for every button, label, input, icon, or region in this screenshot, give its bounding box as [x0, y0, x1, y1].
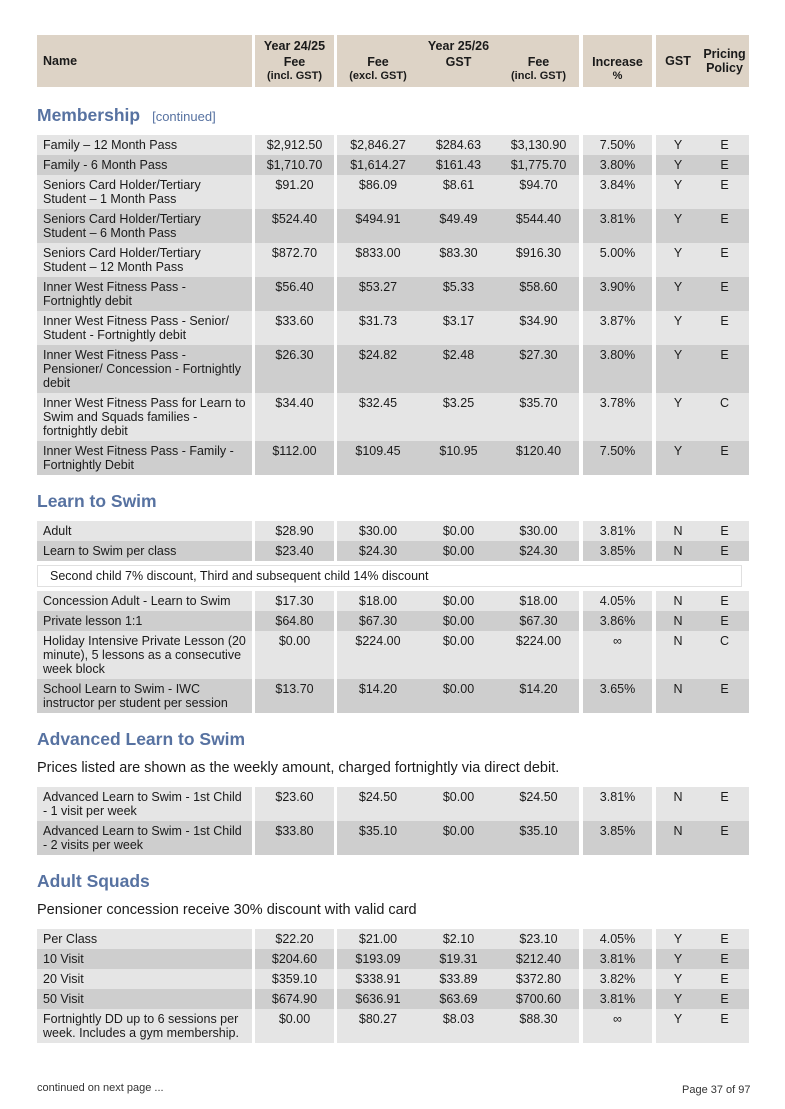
cell-increase: 3.86% — [583, 611, 652, 631]
cell-name: Fortnightly DD up to 6 sessions per week. Includes a gym membership. — [37, 1009, 252, 1043]
cell-gst-flag: N — [656, 521, 700, 541]
table-row — [37, 441, 749, 475]
section-title-learn-to-swim: Learn to Swim — [37, 491, 157, 511]
section-title-adult-squads: Adult Squads — [37, 871, 150, 891]
cell-fee-excl: $35.10 — [337, 821, 419, 855]
cell-gst: $2.10 — [419, 929, 498, 949]
cell-increase: 3.84% — [583, 175, 652, 209]
cell-gst-flag: Y — [656, 135, 700, 155]
cell-name: Concession Adult - Learn to Swim — [37, 591, 252, 611]
cell-name: School Learn to Swim - IWC instructor per student per session — [37, 679, 252, 713]
cell-fee-incl: $30.00 — [498, 521, 579, 541]
continued-footer: continued on next page ... — [37, 1082, 164, 1094]
cell-gst-flag: N — [656, 821, 700, 855]
page-number: Page 37 of 97 — [682, 1084, 751, 1096]
cell-fee-excl: $80.27 — [337, 1009, 419, 1043]
cell-fee-incl: $24.30 — [498, 541, 579, 561]
advanced-note: Prices listed are shown as the weekly amount, charged fortnightly via direct debit. — [37, 760, 560, 776]
cell-pricing-policy: E — [700, 345, 749, 393]
table-row — [37, 209, 749, 243]
cell-fee-prev: $23.40 — [255, 541, 334, 561]
cell-pricing-policy: E — [700, 277, 749, 311]
cell-fee-prev: $64.80 — [255, 611, 334, 631]
cell-fee-incl: $24.50 — [498, 787, 579, 821]
cell-fee-excl: $1,614.27 — [337, 155, 419, 175]
cell-fee-excl: $193.09 — [337, 949, 419, 969]
header-fee-prev: Year 24/25 Fee (incl. GST) — [255, 35, 334, 87]
cell-fee-incl: $18.00 — [498, 591, 579, 611]
cell-name: Inner West Fitness Pass - Senior/ Student - Fortnightly debit — [37, 311, 252, 345]
cell-fee-excl: $224.00 — [337, 631, 419, 679]
cell-pricing-policy: E — [700, 679, 749, 713]
adult-squads-note: Pensioner concession receive 30% discount with valid card — [37, 902, 417, 918]
cell-fee-excl: $833.00 — [337, 243, 419, 277]
sibling-discount-note: Second child 7% discount, Third and subsequent child 14% discount — [37, 565, 742, 587]
cell-gst: $0.00 — [419, 631, 498, 679]
cell-fee-excl: $338.91 — [337, 969, 419, 989]
cell-fee-incl: $120.40 — [498, 441, 579, 475]
cell-name: Inner West Fitness Pass - Fortnightly debit — [37, 277, 252, 311]
table-row — [37, 969, 749, 989]
cell-fee-incl: $3,130.90 — [498, 135, 579, 155]
cell-fee-incl: $58.60 — [498, 277, 579, 311]
cell-increase: 7.50% — [583, 441, 652, 475]
cell-fee-prev: $204.60 — [255, 949, 334, 969]
cell-fee-prev: $112.00 — [255, 441, 334, 475]
cell-name: 20 Visit — [37, 969, 252, 989]
cell-gst-flag: Y — [656, 155, 700, 175]
cell-fee-excl: $109.45 — [337, 441, 419, 475]
cell-increase: 3.78% — [583, 393, 652, 441]
advanced-table — [37, 787, 749, 855]
cell-fee-incl: $700.60 — [498, 989, 579, 1009]
cell-gst-flag: N — [656, 631, 700, 679]
cell-fee-incl: $23.10 — [498, 929, 579, 949]
cell-fee-incl: $67.30 — [498, 611, 579, 631]
cell-gst: $8.61 — [419, 175, 498, 209]
cell-gst: $33.89 — [419, 969, 498, 989]
cell-fee-prev: $56.40 — [255, 277, 334, 311]
table-row — [37, 591, 749, 611]
adult-squads-table — [37, 929, 749, 1043]
cell-increase: 3.80% — [583, 155, 652, 175]
cell-gst: $0.00 — [419, 821, 498, 855]
cell-gst-flag: Y — [656, 175, 700, 209]
cell-increase: ∞ — [583, 1009, 652, 1043]
table-row — [37, 949, 749, 969]
cell-fee-prev: $0.00 — [255, 1009, 334, 1043]
cell-name: Learn to Swim per class — [37, 541, 252, 561]
cell-increase: 3.87% — [583, 311, 652, 345]
cell-pricing-policy: C — [700, 393, 749, 441]
cell-pricing-policy: E — [700, 821, 749, 855]
cell-fee-prev: $0.00 — [255, 631, 334, 679]
cell-fee-excl: $67.30 — [337, 611, 419, 631]
cell-fee-incl: $27.30 — [498, 345, 579, 393]
cell-name: Seniors Card Holder/Tertiary Student – 1 Month Pass — [37, 175, 252, 209]
header-year-current-group — [337, 35, 579, 87]
header-pricing-policy: Pricing Policy — [700, 35, 749, 87]
cell-name: Advanced Learn to Swim - 1st Child - 1 visit per week — [37, 787, 252, 821]
cell-gst: $2.48 — [419, 345, 498, 393]
cell-fee-prev: $359.10 — [255, 969, 334, 989]
cell-gst-flag: Y — [656, 949, 700, 969]
cell-pricing-policy: E — [700, 591, 749, 611]
cell-pricing-policy: E — [700, 441, 749, 475]
table-header — [37, 35, 749, 87]
cell-name: Advanced Learn to Swim - 1st Child - 2 visits per week — [37, 821, 252, 855]
cell-fee-incl: $35.70 — [498, 393, 579, 441]
cell-fee-incl: $224.00 — [498, 631, 579, 679]
cell-gst: $63.69 — [419, 989, 498, 1009]
section-title-advanced-learn-to-swim: Advanced Learn to Swim — [37, 729, 246, 749]
table-row — [37, 277, 749, 311]
cell-fee-excl: $494.91 — [337, 209, 419, 243]
table-row — [37, 1009, 749, 1043]
cell-fee-prev: $33.80 — [255, 821, 334, 855]
table-row — [37, 135, 749, 155]
cell-gst-flag: Y — [656, 209, 700, 243]
cell-fee-excl: $24.82 — [337, 345, 419, 393]
cell-increase: ∞ — [583, 631, 652, 679]
cell-name: Private lesson 1:1 — [37, 611, 252, 631]
cell-gst-flag: Y — [656, 277, 700, 311]
cell-gst-flag: Y — [656, 393, 700, 441]
cell-increase: 3.80% — [583, 345, 652, 393]
cell-gst: $0.00 — [419, 679, 498, 713]
cell-name: Seniors Card Holder/Tertiary Student – 6 Month Pass — [37, 209, 252, 243]
cell-increase: 3.81% — [583, 949, 652, 969]
cell-gst: $3.17 — [419, 311, 498, 345]
cell-fee-prev: $33.60 — [255, 311, 334, 345]
learn-to-swim-table-a — [37, 521, 749, 561]
cell-pricing-policy: E — [700, 209, 749, 243]
cell-increase: 3.65% — [583, 679, 652, 713]
cell-fee-excl: $18.00 — [337, 591, 419, 611]
cell-fee-excl: $31.73 — [337, 311, 419, 345]
cell-pricing-policy: E — [700, 949, 749, 969]
cell-name: Inner West Fitness Pass - Pensioner/ Concession - Fortnightly debit — [37, 345, 252, 393]
cell-fee-incl: $916.30 — [498, 243, 579, 277]
cell-pricing-policy: E — [700, 611, 749, 631]
table-row — [37, 631, 749, 679]
cell-increase: 3.85% — [583, 821, 652, 855]
cell-increase: 4.05% — [583, 591, 652, 611]
cell-fee-prev: $1,710.70 — [255, 155, 334, 175]
cell-gst: $161.43 — [419, 155, 498, 175]
cell-pricing-policy: E — [700, 1009, 749, 1043]
cell-increase: 3.85% — [583, 541, 652, 561]
header-increase: Increase % — [583, 35, 652, 87]
cell-pricing-policy: C — [700, 631, 749, 679]
cell-pricing-policy: E — [700, 521, 749, 541]
cell-fee-prev: $524.40 — [255, 209, 334, 243]
cell-fee-excl: $21.00 — [337, 929, 419, 949]
header-fee-excl: Fee (excl. GST) — [349, 55, 407, 82]
cell-gst-flag: Y — [656, 441, 700, 475]
cell-gst-flag: N — [656, 611, 700, 631]
section-title-membership: Membership [continued] — [37, 105, 216, 125]
cell-increase: 3.81% — [583, 989, 652, 1009]
cell-name: 50 Visit — [37, 989, 252, 1009]
cell-pricing-policy: E — [700, 175, 749, 209]
cell-increase: 3.90% — [583, 277, 652, 311]
cell-pricing-policy: E — [700, 541, 749, 561]
cell-name: Family – 12 Month Pass — [37, 135, 252, 155]
cell-fee-prev: $17.30 — [255, 591, 334, 611]
membership-table — [37, 135, 749, 475]
cell-gst: $10.95 — [419, 441, 498, 475]
cell-increase: 3.81% — [583, 787, 652, 821]
table-row — [37, 521, 749, 541]
table-row — [37, 175, 749, 209]
cell-pricing-policy: E — [700, 243, 749, 277]
cell-pricing-policy: E — [700, 929, 749, 949]
table-row — [37, 787, 749, 821]
table-row — [37, 393, 749, 441]
cell-gst: $19.31 — [419, 949, 498, 969]
cell-name: Adult — [37, 521, 252, 541]
cell-fee-prev: $2,912.50 — [255, 135, 334, 155]
cell-gst: $8.03 — [419, 1009, 498, 1043]
cell-fee-prev: $674.90 — [255, 989, 334, 1009]
cell-gst-flag: Y — [656, 929, 700, 949]
cell-name: Inner West Fitness Pass for Learn to Swim and Squads families - fortnightly debit — [37, 393, 252, 441]
cell-gst-flag: Y — [656, 243, 700, 277]
cell-fee-incl: $212.40 — [498, 949, 579, 969]
cell-gst-flag: Y — [656, 345, 700, 393]
cell-name: Seniors Card Holder/Tertiary Student – 12 Month Pass — [37, 243, 252, 277]
learn-to-swim-table-b — [37, 591, 749, 713]
cell-increase: 5.00% — [583, 243, 652, 277]
header-fee-incl: Fee (incl. GST) — [511, 55, 566, 82]
cell-fee-prev: $34.40 — [255, 393, 334, 441]
header-gst: Year 25/26 GST — [427, 39, 490, 69]
cell-gst-flag: N — [656, 679, 700, 713]
cell-fee-prev: $13.70 — [255, 679, 334, 713]
cell-fee-prev: $91.20 — [255, 175, 334, 209]
cell-gst: $3.25 — [419, 393, 498, 441]
cell-fee-excl: $53.27 — [337, 277, 419, 311]
cell-fee-prev: $23.60 — [255, 787, 334, 821]
cell-pricing-policy: E — [700, 787, 749, 821]
table-row — [37, 311, 749, 345]
cell-fee-prev: $872.70 — [255, 243, 334, 277]
cell-increase: 4.05% — [583, 929, 652, 949]
cell-pricing-policy: E — [700, 135, 749, 155]
cell-fee-excl: $32.45 — [337, 393, 419, 441]
continued-label: [continued] — [152, 109, 216, 124]
cell-gst: $284.63 — [419, 135, 498, 155]
fees-page — [37, 35, 749, 1059]
cell-gst: $0.00 — [419, 611, 498, 631]
cell-fee-excl: $24.50 — [337, 787, 419, 821]
cell-pricing-policy: E — [700, 155, 749, 175]
cell-fee-excl: $2,846.27 — [337, 135, 419, 155]
table-row — [37, 821, 749, 855]
cell-gst-flag: Y — [656, 989, 700, 1009]
cell-fee-excl: $24.30 — [337, 541, 419, 561]
cell-fee-prev: $22.20 — [255, 929, 334, 949]
cell-gst-flag: N — [656, 541, 700, 561]
header-name: Name — [37, 35, 252, 87]
cell-gst-flag: Y — [656, 969, 700, 989]
cell-gst-flag: Y — [656, 311, 700, 345]
table-row — [37, 679, 749, 713]
cell-name: Family - 6 Month Pass — [37, 155, 252, 175]
header-gst-flag: GST — [656, 35, 700, 87]
cell-fee-incl: $372.80 — [498, 969, 579, 989]
table-row — [37, 929, 749, 949]
cell-gst-flag: Y — [656, 1009, 700, 1043]
cell-fee-incl: $88.30 — [498, 1009, 579, 1043]
cell-pricing-policy: E — [700, 989, 749, 1009]
cell-name: 10 Visit — [37, 949, 252, 969]
cell-fee-excl: $86.09 — [337, 175, 419, 209]
cell-fee-excl: $14.20 — [337, 679, 419, 713]
cell-fee-prev: $28.90 — [255, 521, 334, 541]
cell-fee-excl: $636.91 — [337, 989, 419, 1009]
cell-increase: 7.50% — [583, 135, 652, 155]
cell-gst: $49.49 — [419, 209, 498, 243]
cell-fee-incl: $14.20 — [498, 679, 579, 713]
table-row — [37, 541, 749, 561]
cell-gst: $5.33 — [419, 277, 498, 311]
cell-fee-excl: $30.00 — [337, 521, 419, 541]
cell-gst: $0.00 — [419, 591, 498, 611]
cell-fee-prev: $26.30 — [255, 345, 334, 393]
cell-increase: 3.82% — [583, 969, 652, 989]
cell-name: Per Class — [37, 929, 252, 949]
cell-name: Holiday Intensive Private Lesson (20 minute), 5 lessons as a consecutive week block — [37, 631, 252, 679]
table-row — [37, 611, 749, 631]
cell-fee-incl: $1,775.70 — [498, 155, 579, 175]
table-row — [37, 989, 749, 1009]
cell-pricing-policy: E — [700, 969, 749, 989]
cell-increase: 3.81% — [583, 209, 652, 243]
table-row — [37, 345, 749, 393]
cell-fee-incl: $35.10 — [498, 821, 579, 855]
cell-gst: $0.00 — [419, 521, 498, 541]
cell-fee-incl: $544.40 — [498, 209, 579, 243]
cell-gst-flag: N — [656, 787, 700, 821]
cell-gst-flag: N — [656, 591, 700, 611]
cell-fee-incl: $94.70 — [498, 175, 579, 209]
table-row — [37, 243, 749, 277]
cell-gst: $0.00 — [419, 787, 498, 821]
cell-name: Inner West Fitness Pass - Family - Fortnightly Debit — [37, 441, 252, 475]
cell-fee-incl: $34.90 — [498, 311, 579, 345]
cell-gst: $0.00 — [419, 541, 498, 561]
cell-increase: 3.81% — [583, 521, 652, 541]
cell-pricing-policy: E — [700, 311, 749, 345]
table-row — [37, 155, 749, 175]
cell-gst: $83.30 — [419, 243, 498, 277]
